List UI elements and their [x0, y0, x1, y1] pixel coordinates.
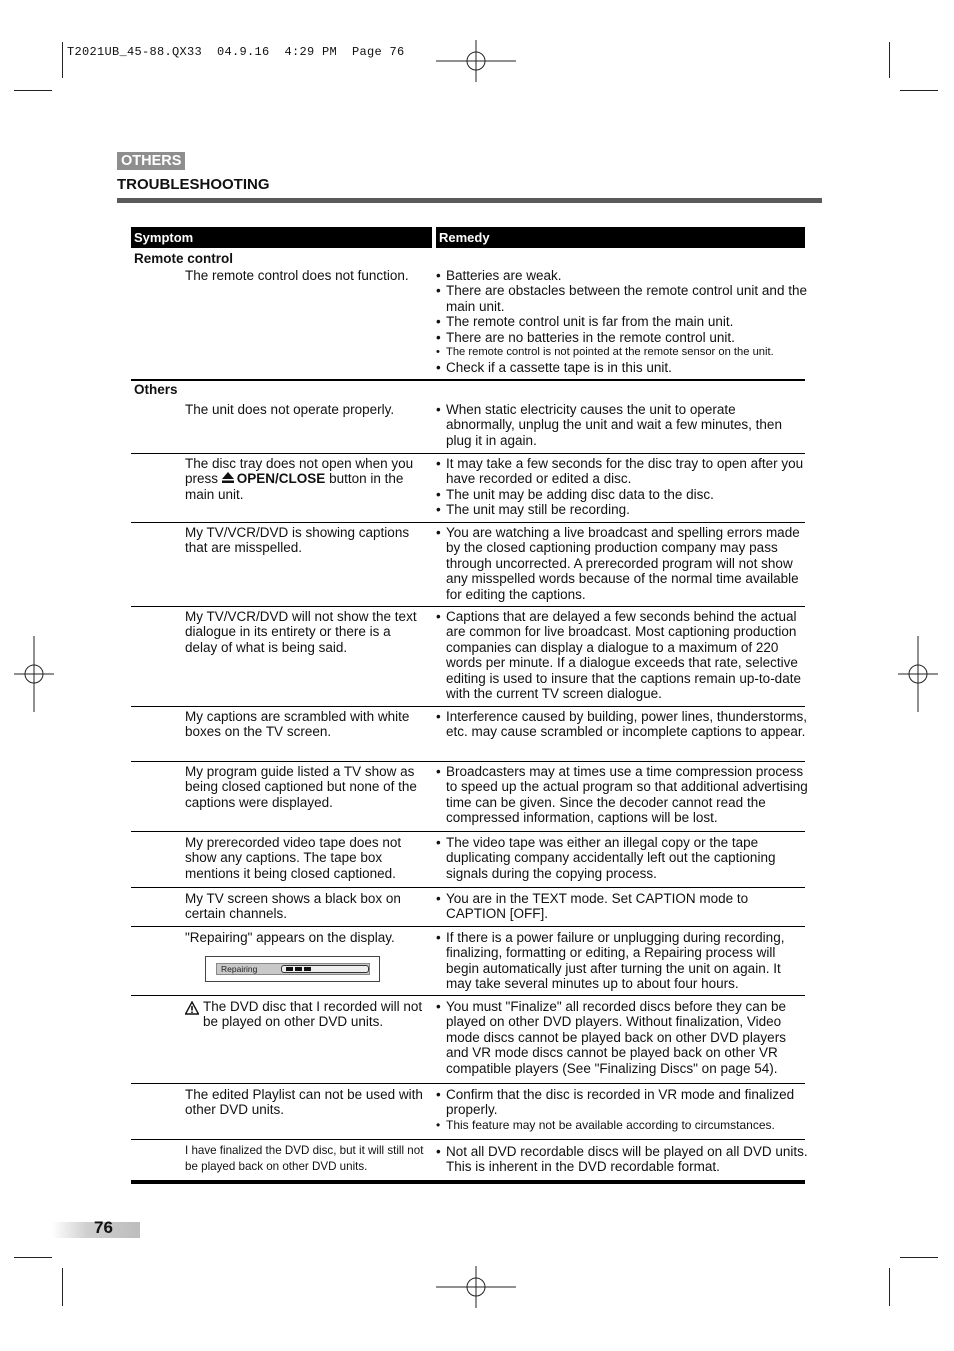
- row-divider: [131, 522, 805, 523]
- remedy-list: [436, 835, 808, 881]
- remedy-list: [436, 609, 808, 701]
- symptom-column-header: Symptom: [131, 227, 432, 248]
- symptom-text-part: The disc tray does not open when you press: [185, 456, 414, 487]
- remedy-list: [436, 999, 808, 1076]
- row-divider: [131, 926, 805, 927]
- registration-mark-icon: [436, 40, 516, 82]
- remedy-item: • Interference caused by building, power lines, thunderstorms, etc. may cause scrambled or incomplete captions to appear.: [436, 709, 808, 740]
- group-heading-others: Others: [134, 382, 178, 397]
- row-divider: [131, 831, 805, 832]
- remedy-item: • When static electricity causes the unit to operate abnormally, unplug the unit and wait a few minutes, then plug it in again.: [436, 402, 808, 448]
- remedy-list: [436, 1087, 808, 1133]
- group-divider: [131, 379, 805, 381]
- page-number: 76: [94, 1218, 113, 1237]
- row-divider: [131, 761, 805, 762]
- remedy-list: [436, 891, 808, 922]
- remedy-item: • You are in the TEXT mode. Set CAPTION mode to CAPTION [OFF].: [436, 891, 808, 922]
- remedy-item: • Broadcasters may at times use a time compression process to speed up the actual program so that additional advertising time can be given. Since the decoder cannot read the compressed information, captions will be lost.: [436, 764, 808, 826]
- symptom-text: The unit does not operate properly.: [185, 402, 395, 417]
- row-divider: [131, 995, 805, 996]
- remedy-list: [436, 930, 808, 992]
- eject-icon: [222, 472, 234, 483]
- remedy-list: [436, 764, 808, 826]
- remedy-column-header: Remedy: [436, 227, 805, 248]
- symptom-text: The edited Playlist can not be used with other DVD units.: [185, 1087, 423, 1118]
- crop-mark: [14, 90, 52, 91]
- repairing-display-illustration: [205, 956, 380, 982]
- remedy-item: • Batteries are weak.: [436, 268, 808, 283]
- symptom-text: My TV/VCR/DVD is showing captions that are misspelled.: [185, 525, 410, 556]
- remedy-item: • You must "Finalize" all recorded discs before they can be played on other DVD players. Without finalization, Video mode discs cannot be played back on other DVD players and VR mode discs cannot be played back on other VR compatible players (See "Finalizing Discs" on page 54).: [436, 999, 808, 1076]
- remedy-list: [436, 709, 808, 740]
- symptom-text-part: button in the main unit.: [185, 471, 404, 502]
- remedy-item: • The video tape was either an illegal copy or the tape duplicating company accidentally left out the captioning signals during the copying process.: [436, 835, 808, 881]
- crop-mark: [900, 90, 938, 91]
- remedy-item: • Check if a cassette tape is in this unit.: [436, 360, 808, 375]
- symptom-text: The DVD disc that I recorded will not be played on other DVD units.: [203, 999, 423, 1030]
- remedy-item: • Confirm that the disc is recorded in VR mode and finalized properly.: [436, 1087, 808, 1118]
- registration-mark-icon: [898, 636, 938, 712]
- remedy-item: • It may take a few seconds for the disc tray to open after you have recorded or edited a disc.: [436, 456, 808, 487]
- progress-bar: [281, 965, 369, 973]
- row-divider: [131, 1083, 805, 1084]
- open-close-label: OPEN/CLOSE: [236, 471, 326, 487]
- registration-mark-icon: [14, 636, 54, 712]
- page-title: TROUBLESHOOTING: [117, 176, 270, 193]
- remedy-item: • This feature may not be available according to circumstances.: [436, 1118, 808, 1133]
- display-panel: [216, 963, 370, 975]
- symptom-text: My prerecorded video tape does not show any captions. The tape box mentions it being closed captioned.: [185, 835, 402, 881]
- title-rule: [117, 198, 822, 203]
- print-slug: T2021UB_45-88.QX33 04.9.16 4:29 PM Page 76: [67, 45, 405, 59]
- remedy-item: • The unit may be adding disc data to the disc.: [436, 487, 808, 502]
- symptom-text: I have finalized the DVD disc, but it will still not be played back on other DVD units.: [185, 1144, 424, 1173]
- remedy-list: [436, 1144, 808, 1175]
- row-divider: [131, 887, 805, 888]
- crop-mark: [62, 1268, 63, 1306]
- table-bottom-rule: [131, 1180, 805, 1184]
- remedy-item: • You are watching a live broadcast and spelling errors made by the closed captioning production company may pass through uncorrected. A prerecorded program will not show any misspelled words because of the normal time available for editing the captions.: [436, 525, 808, 602]
- remedy-item: • There are no batteries in the remote control unit.: [436, 330, 808, 345]
- remedy-list: [436, 402, 808, 448]
- progress-segment: [295, 967, 302, 971]
- repairing-label: Repairing: [221, 964, 258, 974]
- crop-mark: [889, 1268, 890, 1306]
- registration-mark-icon: [436, 1266, 516, 1308]
- crop-mark: [62, 42, 63, 78]
- symptom-text: The remote control does not function.: [185, 268, 409, 283]
- remedy-item: • The remote control unit is far from the main unit.: [436, 314, 808, 329]
- remedy-list: [436, 268, 808, 376]
- symptom-text: My TV/VCR/DVD will not show the text dialogue in its entirety or there is a delay of what is being said.: [185, 609, 417, 655]
- remedy-item: • Captions that are delayed a few seconds behind the actual are common for live broadcast. Most captioning production companies can display a dialogue to a maximum of 220 words per minute. If a dialogue exceeds that rate, selective editing is used to insure that the captions remain up-to-date with the current TV screen dialogue.: [436, 609, 808, 701]
- symptom-text: [185, 456, 425, 502]
- warning-icon: [185, 1001, 199, 1015]
- symptom-text: "Repairing" appears on the display.: [185, 930, 395, 945]
- progress-segment: [286, 967, 293, 971]
- crop-mark: [900, 1257, 938, 1258]
- row-divider: [131, 706, 805, 707]
- symptom-text: My TV screen shows a black box on certain channels.: [185, 891, 401, 922]
- row-divider: [131, 453, 805, 454]
- remedy-item: • If there is a power failure or unplugging during recording, finalizing, formatting or editing, a Repairing process will begin automatically just after turning the unit on again. It may take several minutes up to about four hours.: [436, 930, 808, 992]
- remedy-list: [436, 456, 808, 518]
- symptom-text: My captions are scrambled with white boxes on the TV screen.: [185, 709, 410, 740]
- progress-segment: [304, 967, 311, 971]
- group-heading-remote-control: Remote control: [134, 251, 234, 266]
- remedy-item: • The remote control is not pointed at the remote sensor on the unit.: [436, 345, 808, 360]
- remedy-item: • Not all DVD recordable discs will be played on all DVD units. This is inherent in the DVD recordable format.: [436, 1144, 808, 1175]
- row-divider: [131, 1139, 805, 1140]
- remedy-item: • There are obstacles between the remote control unit and the main unit.: [436, 283, 808, 314]
- crop-mark: [14, 1257, 52, 1258]
- section-tag: OTHERS: [117, 152, 185, 170]
- row-divider: [131, 606, 805, 607]
- remedy-list: [436, 525, 808, 602]
- page-number-tab: [52, 1218, 140, 1238]
- crop-mark: [889, 42, 890, 78]
- remedy-item: • The unit may still be recording.: [436, 502, 808, 517]
- symptom-text: My program guide listed a TV show as being closed captioned but none of the captions were displayed.: [185, 764, 417, 810]
